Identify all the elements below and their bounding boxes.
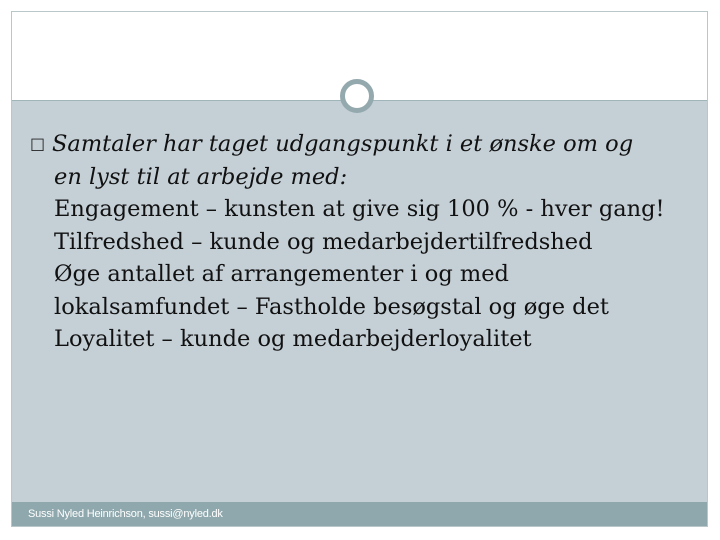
slide-body: [30, 128, 700, 356]
intro-line-2: en lyst til at arbejde med:: [54, 163, 348, 190]
item-tilfredshed: Tilfredshed – kunde og medarbejdertilfredshed: [54, 228, 593, 255]
missing-glyph-box-icon: □: [30, 134, 46, 153]
intro-line-1: □ Samtaler har taget udgangspunkt i et ønske om og: [30, 128, 700, 161]
item-loyalitet: Loyalitet – kunde og medarbejderloyalitet: [54, 326, 532, 352]
footer-text: Sussi Nyled Heinrichson, sussi@nyled.dk: [28, 508, 223, 520]
item-engagement: Engagement – kunsten at give sig 100 % - hver gang!: [54, 196, 665, 222]
item-arrangementer-1: Øge antallet af arrangementer i og med: [54, 261, 509, 287]
circle-ornament-icon: [340, 79, 374, 113]
item-arrangementer-2: lokalsamfundet – Fastholde besøgstal og øge det: [54, 293, 609, 320]
